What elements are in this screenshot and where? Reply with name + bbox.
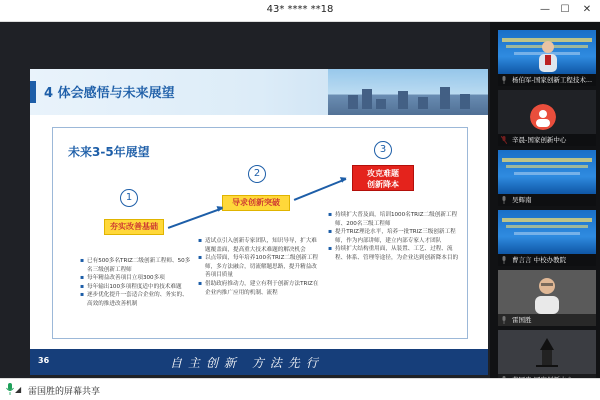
- banner-photo: [328, 69, 488, 115]
- mic-icon[interactable]: [6, 383, 14, 395]
- bullet-item: ▪ 提升TRIZ理论水平，培养一批TRIZ三级创新工程师，作为内部讲师，建立内部专家人才团队: [328, 228, 460, 245]
- participant-name: 杨伯军-国家创新工程技术...: [498, 74, 596, 86]
- video-background: [498, 210, 596, 254]
- bullet-item: ▪ 每年输出100多项程度适中的技术难题: [80, 283, 192, 292]
- bullet-item: ▪ 持续扩大结构重用面，从装置、工艺、过程、流程、体系、管理等途径，为企业达到创新降本目的: [328, 245, 460, 262]
- slide-title: 4 体会感悟与未来展望: [44, 86, 175, 101]
- bullet-item: ▪ 持续扩大普及面，培训1000名TRIZ二级创新工程师、200名三级工程师: [328, 211, 460, 228]
- participant-tile[interactable]: [498, 210, 596, 266]
- participant-tile[interactable]: [498, 30, 596, 86]
- participant-tile[interactable]: [498, 270, 596, 326]
- slide-page-number: 36: [38, 356, 50, 365]
- slide-footer: [30, 349, 488, 375]
- video-background: [498, 150, 596, 194]
- slide-banner: [30, 69, 488, 115]
- window-titlebar: [0, 0, 600, 22]
- bullet-item: ▪ 每年精益改善项目立项300多项: [80, 274, 192, 283]
- bullet-item: ▪ 以点带面，每年培养100名TRIZ二级创新工程师，多方法融合，切流解题思路，提升精益改善项目质量: [198, 254, 322, 280]
- window-title: 43* **** **18: [266, 4, 334, 15]
- minimize-icon[interactable]: —: [540, 4, 550, 15]
- stage-number-3: 3: [374, 141, 392, 159]
- screen-share-label: 雷国胜的屏幕共享: [28, 387, 101, 397]
- participant-name: 辛晨-国家创新中心: [498, 134, 596, 146]
- participant-name: 雷国胜: [498, 314, 596, 326]
- section-heading: 未来3-5年展望: [68, 145, 150, 159]
- stage-label-2: 导求创新突破: [222, 195, 290, 211]
- participant-name: 曹言言 中校办教院: [498, 254, 596, 266]
- close-icon[interactable]: ✕: [582, 4, 592, 15]
- stage-label-1: 夯实改善基础: [104, 219, 164, 235]
- stage-number-1: 1: [120, 189, 138, 207]
- person-video: [536, 38, 560, 72]
- maximize-icon[interactable]: ☐: [560, 4, 570, 15]
- participant-name: 吴辉南: [498, 194, 596, 206]
- bullets-stage-3: [328, 211, 460, 263]
- participant-sidebar[interactable]: [490, 22, 600, 378]
- footer-slogan: 自主创新 方法先行: [170, 356, 324, 370]
- bullets-stage-1: [80, 257, 192, 309]
- video-background: [498, 30, 596, 74]
- bullet-item: ▪ 借助政府推动力，建立有利于创新方法TRIZ在企业内推广应用的机制、流程: [198, 280, 322, 297]
- bullet-item: ▪ 已有500多名TRIZ二级创新工程师、50多名三级创新工程师: [80, 257, 192, 274]
- shared-screen-area: [0, 22, 490, 378]
- person-video: [532, 274, 562, 314]
- bullet-item: ▪ 适试点引入创新专家团队，知识导导，扩大难题覆盖面，提高重大技术难题的解决机会: [198, 237, 322, 254]
- participant-tile[interactable]: [498, 150, 596, 206]
- meeting-bottom-bar: [0, 378, 600, 400]
- stage-number-2: 2: [248, 165, 266, 183]
- bullets-stage-2: [198, 237, 322, 297]
- avatar-icon: [530, 104, 556, 130]
- participant-tile[interactable]: [498, 90, 596, 146]
- title-accent: [30, 81, 36, 103]
- stage-label-3: 攻克难题 创新降本: [352, 165, 414, 191]
- signal-icon: ◢: [15, 385, 22, 394]
- presentation-slide: [30, 69, 488, 375]
- camera-off-icon: [532, 336, 562, 370]
- bullet-item: ▪ 逐步优化提升一套适合企业的、务实的、高效的推进改善机制: [80, 291, 192, 308]
